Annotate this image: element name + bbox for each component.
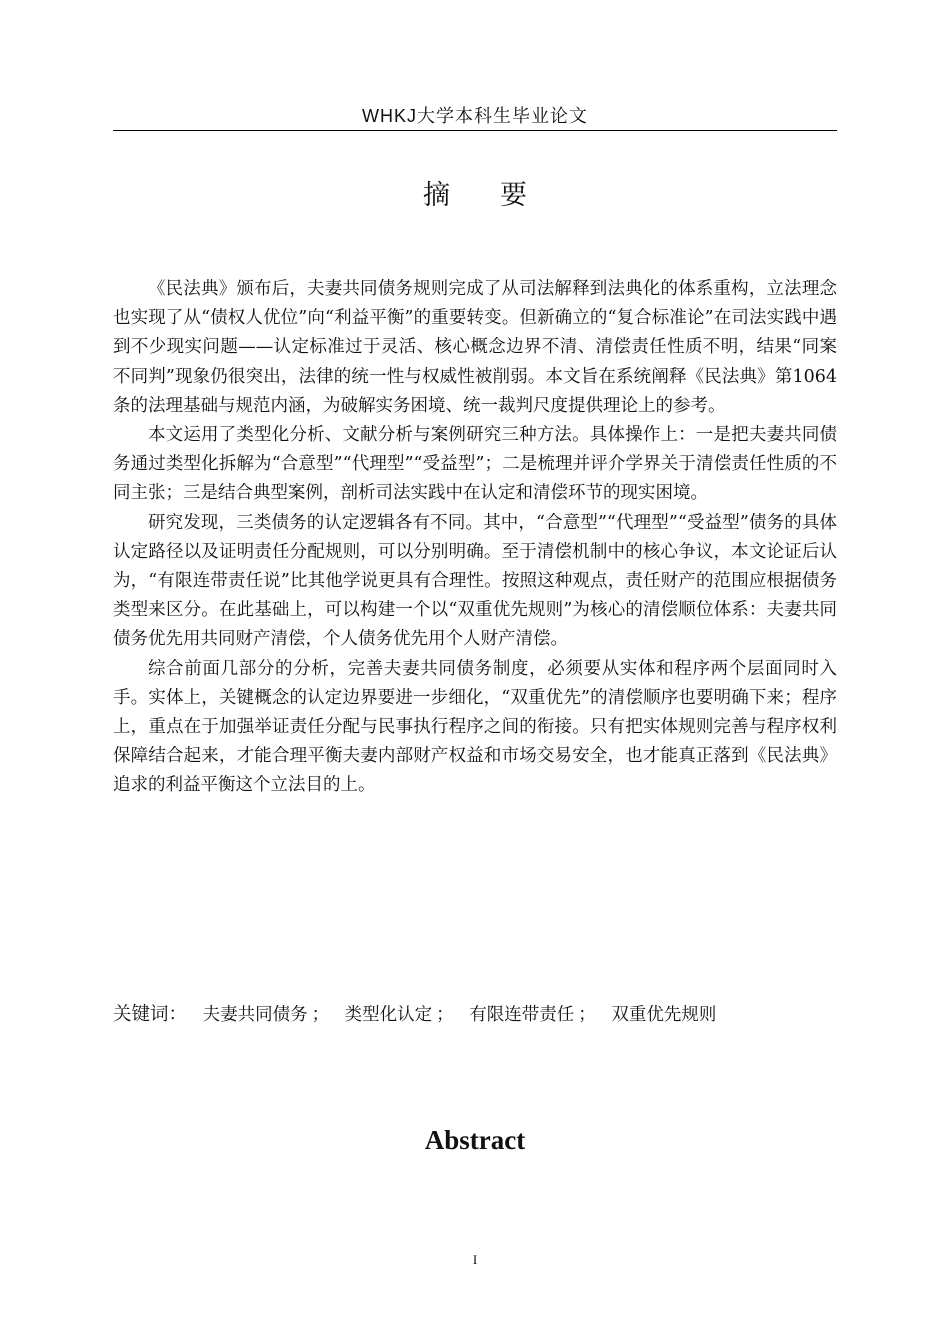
keyword-item: 夫妻共同债务 [202,1005,308,1025]
abstract-heading [113,176,837,216]
abstract-paragraph-4: 综合前面几部分的分析，完善夫妻共同债务制度，必须要从实体和程序两个层面同时入手。实体上，关键概念的认定边界要进一步细化，“双重优先”的清偿顺序也要明确下来；程序上，重点在于加强举证责任分配与民事执行程序之间的衔接。只有把实体规则完善与程序权利保障结合起来，才能合理平衡夫妻内部财产权益和市场交易安全，也才能真正落到《民法典》追求的利益平衡这个立法目的上。 [113,658,837,796]
page-header [113,104,837,131]
keywords-label: 关键词： [113,1004,188,1025]
keywords-line [113,1000,837,1030]
page-number: I [472,1252,478,1267]
abstract-body [113,275,837,801]
abstract-heading-char-1: 摘 [423,180,450,211]
keyword-item: 类型化认定 [344,1005,433,1025]
abstract-paragraph-2: 本文运用了类型化分析、文献分析与案例研究三种方法。具体操作上：一是把夫妻共同债务通过类型化拆解为“合意型”“代理型”“受益型”；二是梳理并评介学界关于清偿责任性质的不同主张；三是结合典型案例，剖析司法实践中在认定和清偿环节的现实困境。 [113,425,837,504]
abstract-heading-char-2: 要 [500,180,527,211]
english-abstract-heading: Abstract [424,1125,526,1155]
header-title: WHKJ大学本科生毕业论文 [362,106,588,126]
keyword-item: 双重优先规则 [611,1005,717,1025]
keyword-separator: ； [436,1005,454,1025]
keyword-item: 有限连带责任 [469,1005,575,1025]
abstract-paragraph-1: 《民法典》颁布后，夫妻共同债务规则完成了从司法解释到法典化的体系重构，立法理念也实现了从“债权人优位”向“利益平衡”的重要转变。但新确立的“复合标准论”在司法实践中遇到不少现实问题——认定标准过于灵活、核心概念边界不清、清偿责任性质不明，结果“同案不同判”现象仍很突出，法律的统一性与权威性被削弱。本文旨在系统阐释《民法典》第1064条的法理基础与规范内涵，为破解实务困境、统一裁判尺度提供理论上的参考。 [113,279,837,416]
keyword-separator: ； [578,1005,596,1025]
keyword-separator: ； [311,1005,330,1025]
abstract-paragraph-3: 研究发现，三类债务的认定逻辑各有不同。其中，“合意型”“代理型”“受益型”债务的具体认定路径以及证明责任分配规则，可以分别明确。至于清偿机制中的核心争议，本文论证后认为，“有限连带责任说”比其他学说更具有合理性。按照这种观点，责任财产的范围应根据债务类型来区分。在此基础上，可以构建一个以“双重优先规则”为核心的清偿顺位体系：夫妻共同债务优先用共同财产清偿，个人债务优先用个人财产清偿。 [113,512,837,650]
